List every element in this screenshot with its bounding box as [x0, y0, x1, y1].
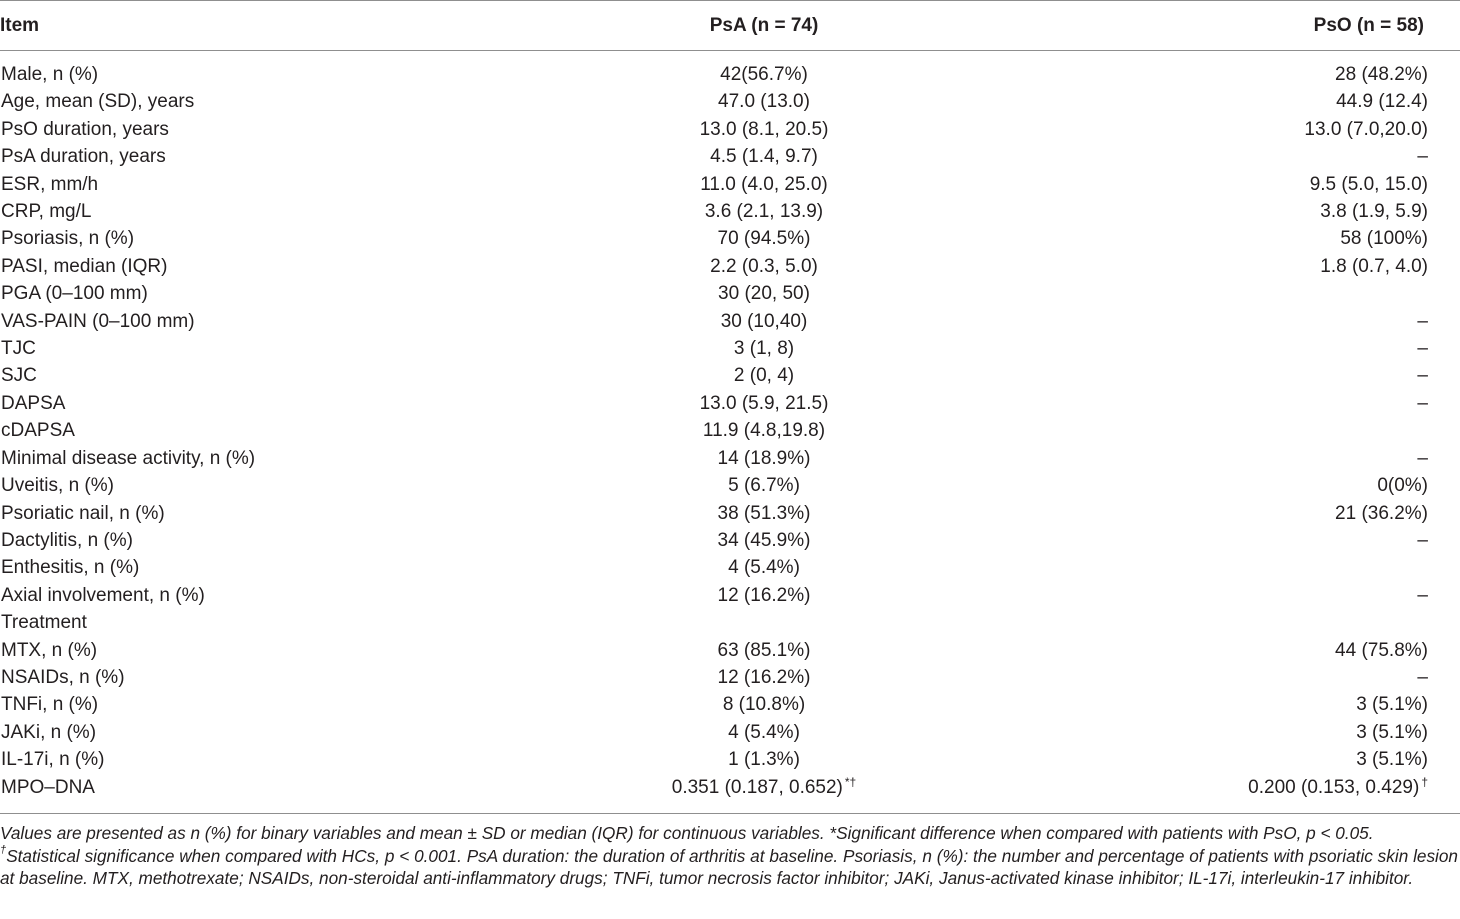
table-row: [0, 417, 1460, 444]
table-row: [0, 88, 1460, 115]
row-label: DAPSA: [1, 392, 66, 414]
table-row: [0, 554, 1460, 581]
table-row: [0, 445, 1460, 472]
row-label: Psoriatic nail, n (%): [1, 502, 165, 524]
table-row: [0, 116, 1460, 143]
row-label: Treatment: [1, 612, 87, 634]
table-row: [0, 225, 1460, 252]
row-label: MTX, n (%): [1, 639, 98, 661]
table-row: [0, 335, 1460, 362]
pso-value: –: [1417, 666, 1428, 688]
pso-value: 58 (100%): [1340, 228, 1428, 250]
pso-value: 1.8 (0.7, 4.0): [1320, 255, 1428, 277]
psa-value: 63 (85.1%): [717, 639, 811, 661]
pso-value: 13.0 (7.0,20.0): [1304, 118, 1428, 140]
pso-value: –: [1417, 146, 1428, 168]
row-label: VAS-PAIN (0–100 mm): [1, 310, 195, 332]
row-label: SJC: [1, 365, 37, 387]
pso-value: 9.5 (5.0, 15.0): [1309, 173, 1428, 195]
psa-value: 5 (6.7%): [728, 475, 800, 497]
psa-value: 38 (51.3%): [717, 502, 811, 524]
row-label: Minimal disease activity, n (%): [1, 447, 256, 469]
psa-value: 4 (5.4%): [728, 557, 800, 579]
row-label: MPO–DNA: [0, 774, 508, 814]
pso-value: 21 (36.2%): [1335, 502, 1428, 524]
pso-value: –: [1417, 365, 1428, 387]
row-label: TJC: [1, 338, 36, 360]
table-row: [0, 198, 1460, 225]
table-row: [0, 500, 1460, 527]
pso-value: –: [1417, 392, 1428, 414]
footnote-line-1: Values are presented as n (%) for binary variables and mean ± SD or median (IQR) for continuous variables. *Significant difference when compared with patients with PsO, p < 0.05.: [0, 823, 1374, 843]
row-label: Enthesitis, n (%): [1, 557, 140, 579]
pso-value: –: [1417, 529, 1428, 551]
pso-value: [1020, 417, 1460, 444]
characteristics-table: [0, 12, 1460, 814]
table-row: [0, 609, 1460, 636]
table-row: [0, 664, 1460, 691]
row-label: TNFi, n (%): [1, 694, 99, 716]
pso-value: –: [1417, 584, 1428, 606]
pso-value: 0(0%): [1377, 475, 1428, 497]
pso-cell: [1020, 774, 1460, 814]
table-row: [0, 390, 1460, 417]
row-label: PGA (0–100 mm): [1, 283, 148, 305]
psa-value: 1 (1.3%): [728, 749, 800, 771]
pso-value: –: [1417, 447, 1428, 469]
row-label: IL-17i, n (%): [1, 749, 105, 771]
psa-value: 30 (10,40): [720, 310, 808, 332]
pso-value: 44 (75.8%): [1335, 639, 1428, 661]
psa-value: 2 (0, 4): [733, 365, 795, 387]
psa-value: 47.0 (13.0): [718, 91, 810, 113]
psa-value: 70 (94.5%): [717, 228, 811, 250]
footnote-line-2: Statistical significance when compared with HCs, p < 0.001. PsA duration: the duration of arthritis at baseline. Psoriasis, n (%): the number and percentage of patients with psoriatic skin lesion at baseline. MTX, methotrexate; NSAIDs, non-steroidal anti-inflammatory drugs; TNFi, tumor necrosis factor inhibitor; JAKi, Janus-activated kinase inhibitor; IL-17i, interleukin-17 inhibitor.: [0, 845, 1458, 889]
psa-value: 4.5 (1.4, 9.7): [710, 146, 818, 168]
table-row: [0, 171, 1460, 198]
table-footnote: [0, 822, 1458, 890]
table-row: [0, 280, 1460, 307]
row-label: Uveitis, n (%): [1, 475, 114, 497]
table-row: [0, 362, 1460, 389]
row-label: cDAPSA: [1, 420, 75, 442]
psa-value: 8 (10.8%): [722, 694, 806, 716]
table-row: [0, 51, 1460, 89]
pso-value: 44.9 (12.4): [1336, 91, 1428, 113]
row-label: PsO duration, years: [1, 118, 169, 140]
psa-value: 3.6 (2.1, 13.9): [704, 201, 824, 223]
table-row: [0, 637, 1460, 664]
header-pso: PsO (n = 58): [1020, 12, 1460, 51]
table-row: [0, 746, 1460, 773]
pso-value: 3 (5.1%): [1356, 694, 1428, 716]
psa-value: 34 (45.9%): [717, 529, 811, 551]
row-label: NSAIDs, n (%): [1, 666, 125, 688]
row-label: Axial involvement, n (%): [1, 584, 205, 606]
pso-value: [1020, 280, 1460, 307]
psa-value: 11.0 (4.0, 25.0): [700, 173, 828, 195]
row-label: JAKi, n (%): [1, 721, 97, 743]
row-label: CRP, mg/L: [1, 201, 92, 223]
row-label: Age, mean (SD), years: [1, 91, 195, 113]
psa-value: 4 (5.4%): [728, 721, 800, 743]
psa-value: 42(56.7%): [720, 64, 808, 85]
psa-value: 30 (20, 50): [718, 283, 810, 305]
psa-value: 11.9 (4.8,19.8): [702, 420, 826, 442]
pso-value: 0.200 (0.153, 0.429): [1248, 776, 1420, 798]
table-body: [0, 51, 1460, 814]
row-label: PASI, median (IQR): [1, 255, 168, 277]
table-row: [0, 472, 1460, 499]
psa-value: 2.2 (0.3, 5.0): [710, 255, 818, 277]
table-row: [0, 308, 1460, 335]
psa-significance-mark: *†: [844, 774, 857, 789]
row-label: ESR, mm/h: [1, 173, 99, 195]
footnote-dagger: †: [0, 843, 7, 856]
top-rule: [0, 0, 1460, 1]
psa-cell: [508, 774, 1020, 814]
pso-value: 28 (48.2%): [1335, 64, 1428, 85]
row-label: Psoriasis, n (%): [1, 228, 135, 250]
pso-significance-mark: †: [1421, 774, 1428, 789]
table-row: [0, 143, 1460, 170]
pso-value: 3.8 (1.9, 5.9): [1320, 201, 1428, 223]
header-item: Item: [0, 12, 508, 51]
row-label: Dactylitis, n (%): [1, 529, 133, 551]
table-row: [0, 527, 1460, 554]
psa-value: 12 (16.2%): [717, 666, 811, 688]
table-row: [0, 691, 1460, 718]
pso-value: –: [1417, 338, 1428, 360]
pso-value: 3 (5.1%): [1356, 749, 1428, 771]
pso-value: –: [1417, 310, 1428, 332]
pso-value: [1020, 609, 1460, 636]
table-row: [0, 253, 1460, 280]
pso-value: [1020, 554, 1460, 581]
table-row: [0, 582, 1460, 609]
psa-value: 14 (18.9%): [717, 447, 811, 469]
psa-value: [508, 609, 1020, 636]
psa-value: 0.351 (0.187, 0.652): [671, 776, 843, 798]
psa-value: 13.0 (5.9, 21.5): [699, 392, 829, 414]
psa-value: 12 (16.2%): [717, 584, 811, 606]
table-row-mpo-dna: [0, 774, 1460, 814]
table-row: [0, 719, 1460, 746]
row-label: PsA duration, years: [1, 146, 166, 168]
psa-value: 3 (1, 8): [733, 338, 795, 360]
pso-value: 3 (5.1%): [1356, 721, 1428, 743]
row-label: Male, n (%): [1, 64, 99, 85]
header-psa: PsA (n = 74): [508, 12, 1020, 51]
header-row: [0, 12, 1460, 51]
psa-value: 13.0 (8.1, 20.5): [699, 118, 829, 140]
